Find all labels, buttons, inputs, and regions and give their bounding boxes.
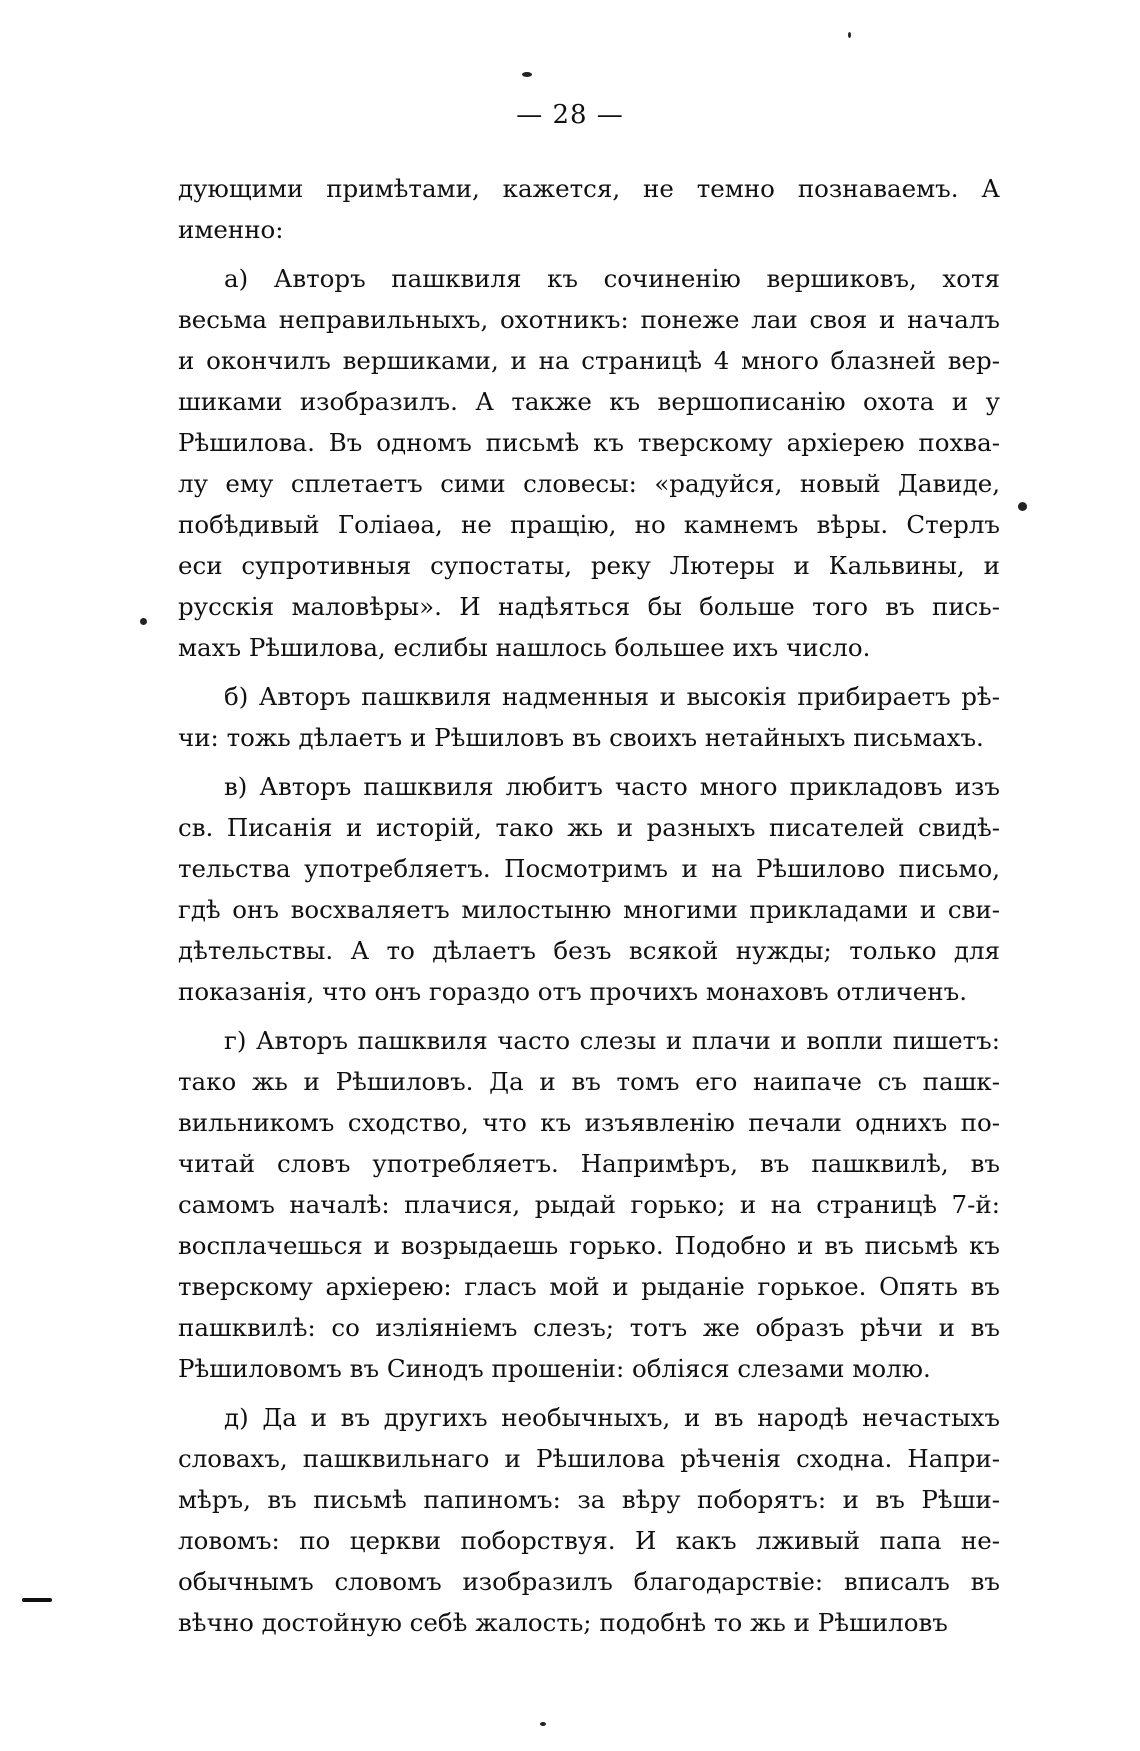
text-line: самомъ началѣ: плачися, рыдай горько; и на страницѣ 7-й: — [178, 1190, 1000, 1219]
text-line: тельства употребляетъ. Посмотримъ и на Рѣшилово письмо, — [178, 854, 1000, 883]
paragraph — [178, 676, 1000, 758]
paragraph-gap — [178, 250, 1000, 258]
text-line: показанія, что онъ гораздо отъ прочихъ монаховъ отличенъ. — [178, 977, 968, 1006]
paragraph-gap — [178, 758, 1000, 766]
text-line: вѣчно достойную себѣ жалость; подобнѣ то жь и Рѣшиловъ — [178, 1608, 948, 1637]
text-line: в) Авторъ пашквиля любитъ часто много прикладовъ изъ — [224, 772, 1000, 801]
text-line: побѣдивый Голіаѳа, не пращію, но камнемъ вѣры. Стерлъ — [178, 510, 1000, 539]
text-line: весьма неправильныхъ, охотникъ: понеже лаи своя и началъ — [178, 305, 1000, 334]
scan-speck — [140, 618, 147, 625]
paragraph — [178, 1020, 1000, 1389]
text-line: гдѣ онъ восхваляетъ милостыню многими прикладами и сви- — [178, 895, 1000, 924]
text-line: тверскому архіерею: гласъ мой и рыданіе горькое. Опять въ — [178, 1272, 1000, 1301]
text-line: а) Авторъ пашквиля къ сочиненію вершиковъ, хотя — [224, 264, 1000, 293]
text-line: пашквилѣ: со изліяніемъ слезъ; тотъ же образъ рѣчи и въ — [178, 1313, 1000, 1342]
text-line: ловомъ: по церкви поборствуя. И какъ лживый папа не- — [178, 1526, 1000, 1555]
paragraph — [178, 258, 1000, 668]
paragraph — [178, 1397, 1000, 1643]
text-line: Рѣшилова. Въ одномъ письмѣ къ тверскому архіерею похва- — [178, 428, 1000, 457]
text-line: чи: тожь дѣлаетъ и Рѣшиловъ въ своихъ нетайныхъ письмахъ. — [178, 723, 984, 752]
scan-speck — [1018, 502, 1027, 511]
paragraph — [178, 168, 1000, 250]
text-line: восплачешься и возрыдаешь горько. Подобно и въ письмѣ къ — [178, 1231, 1000, 1260]
text-line: и окончилъ вершиками, и на страницѣ 4 много блазней вер- — [178, 346, 1000, 375]
text-line: св. Писанія и исторій, тако жь и разныхъ писателей свидѣ- — [178, 813, 1000, 842]
text-line: махъ Рѣшилова, еслибы нашлось большее ихъ число. — [178, 633, 871, 662]
text-line: дѣтельствы. А то дѣлаетъ безъ всякой нужды; только для — [178, 936, 1000, 965]
text-line: шиками изобразилъ. А также къ вершописанію охота и у — [178, 387, 1000, 416]
body-text — [178, 168, 1000, 1643]
text-line: вильникомъ сходство, что къ изъявленію печали однихъ по- — [178, 1108, 1000, 1137]
text-line: г) Авторъ пашквиля часто слезы и плачи и вопли пишетъ: — [224, 1026, 1000, 1055]
text-line: тако жь и Рѣшиловъ. Да и въ томъ его наипаче съ пашк- — [178, 1067, 1000, 1096]
text-line: словахъ, пашквильнаго и Рѣшилова рѣченія сходна. Напри- — [178, 1444, 1000, 1473]
paragraph-gap — [178, 1012, 1000, 1020]
paragraph-gap — [178, 668, 1000, 676]
scan-speck — [522, 72, 532, 77]
scan-mark — [22, 1598, 52, 1602]
text-line: мѣръ, въ письмѣ папиномъ: за вѣру поборятъ: и въ Рѣши- — [178, 1485, 1000, 1514]
scan-speck — [540, 1722, 546, 1726]
scan-speck — [848, 32, 851, 38]
text-line: дующими примѣтами, кажется, не темно познаваемъ. А — [178, 174, 1000, 203]
text-line: читай словъ употребляетъ. Напримѣръ, въ пашквилѣ, въ — [178, 1149, 1000, 1178]
text-line: еси супротивныя супостаты, реку Лютеры и Кальвины, и — [178, 551, 1000, 580]
text-line: Рѣшиловомъ въ Синодъ прошеніи: обліяся слезами молю. — [178, 1354, 931, 1383]
text-line: русскія маловѣры». И надѣяться бы больше того въ пись- — [178, 592, 1000, 621]
paragraph — [178, 766, 1000, 1012]
text-line: б) Авторъ пашквиля надменныя и высокія прибираетъ рѣ- — [224, 682, 1000, 711]
page-number: — 28 — — [516, 100, 624, 130]
text-line: д) Да и въ другихъ необычныхъ, и въ народѣ нечастыхъ — [224, 1403, 1000, 1432]
paragraph-gap — [178, 1389, 1000, 1397]
text-line: лу ему сплетаетъ сими словесы: «радуйся, новый Давиде, — [178, 469, 1000, 498]
text-line: обычнымъ словомъ изобразилъ благодарствіе: вписалъ въ — [178, 1567, 1000, 1596]
text-line: именно: — [178, 215, 284, 244]
